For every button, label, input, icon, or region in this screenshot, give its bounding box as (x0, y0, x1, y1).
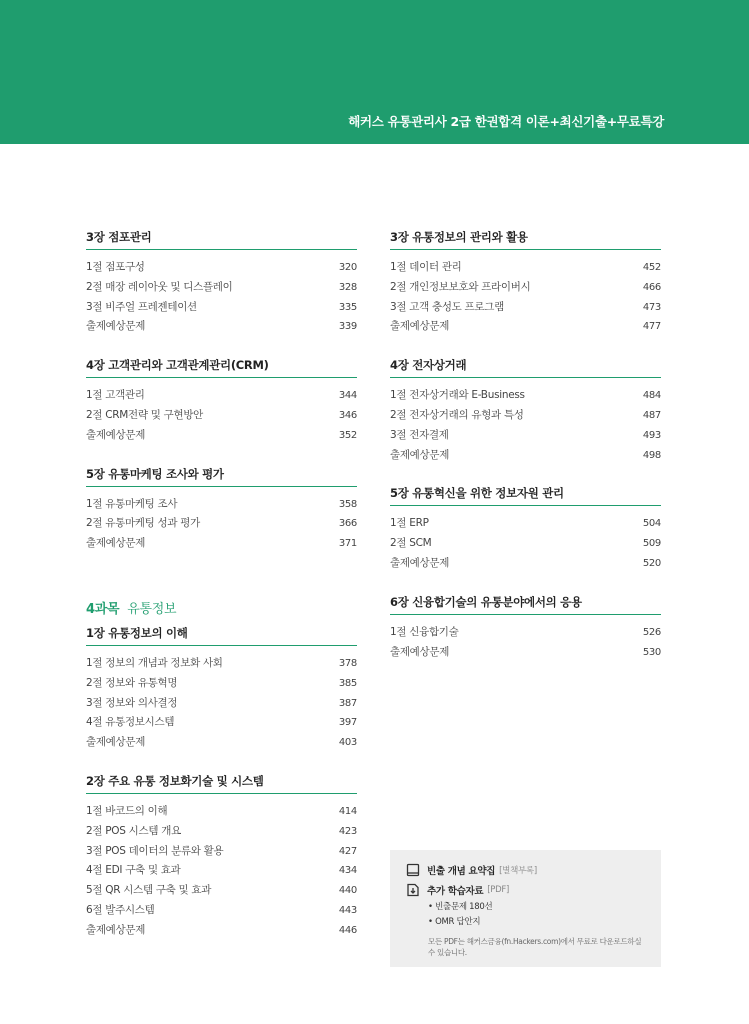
toc-entry (86, 733, 357, 753)
toc-entry (86, 713, 357, 733)
toc-entry (86, 298, 357, 318)
toc-entry (390, 554, 661, 574)
extra-tag: [PDF] (487, 885, 509, 895)
supplement-box (390, 850, 661, 967)
entry-page: 509 (642, 538, 661, 550)
entry-page: 484 (642, 390, 661, 402)
entry-label: 출제예상문제 (390, 556, 450, 569)
entry-page: 403 (338, 737, 357, 749)
book-title: 해커스 유통관리사 2급 한권합격 이론+최신기출+무료특강 (348, 114, 664, 129)
toc-entry (390, 534, 661, 554)
entry-page: 387 (338, 697, 357, 709)
entry-label: 6절 발주시스템 (86, 903, 155, 916)
toc-entry (390, 298, 661, 318)
entry-label: 5절 QR 시스템 구축 및 효과 (86, 884, 212, 897)
entry-page: 320 (338, 262, 357, 273)
toc-entry (390, 317, 661, 337)
entry-page: 498 (642, 449, 661, 461)
entry-page: 335 (338, 301, 357, 313)
entry-label: 2절 유통마케팅 성과 평가 (86, 517, 200, 530)
entry-page: 423 (338, 825, 357, 837)
subject-heading (86, 598, 357, 617)
entry-label: 2절 CRM전략 및 구현방안 (86, 408, 204, 421)
chapter-title: 5장 유통마케팅 조사와 평가 (86, 466, 357, 487)
entry-page: 530 (642, 646, 661, 658)
toc-entry (86, 802, 357, 822)
entry-page: 504 (642, 518, 661, 530)
chapter-title: 6장 신융합기술의 유통분야에서의 응용 (390, 594, 661, 615)
download-document-icon (406, 883, 420, 897)
entry-page: 427 (338, 845, 357, 857)
chapter-title: 5장 유통혁신을 위한 정보자원 관리 (390, 485, 661, 506)
entry-page: 366 (338, 518, 357, 530)
chapter-title: 4장 고객관리와 고객관계관리(CRM) (86, 357, 357, 378)
entry-page: 452 (642, 262, 661, 273)
entry-page: 328 (338, 281, 357, 293)
toc-entry (86, 317, 357, 337)
toc-entry (86, 426, 357, 446)
entry-page: 414 (338, 805, 357, 817)
chapter-section (86, 357, 357, 445)
entry-label: 1절 전자상거래와 E-Business (390, 389, 525, 402)
entry-page: 339 (338, 321, 357, 333)
toc-entry (86, 861, 357, 881)
entry-page: 487 (642, 409, 661, 421)
toc-entry (390, 446, 661, 466)
entry-label: 3절 정보와 의사결정 (86, 696, 178, 709)
toc-entry (86, 674, 357, 694)
entry-page: 397 (338, 717, 357, 729)
toc-entry (86, 921, 357, 941)
entry-page: 358 (338, 498, 357, 510)
entry-page: 520 (642, 557, 661, 569)
toc-entry (390, 643, 661, 663)
entry-label: 3절 POS 데이터의 분류와 활용 (86, 844, 224, 857)
entry-label: 출제예상문제 (86, 320, 146, 333)
entry-page: 378 (338, 657, 357, 669)
entry-label: 출제예상문제 (86, 736, 146, 749)
entry-label: 3절 전자결제 (390, 428, 449, 441)
entry-label: 2절 개인정보보호와 프라이버시 (390, 280, 531, 293)
chapter-section (86, 625, 357, 753)
chapter-section (390, 594, 661, 663)
book-icon (406, 863, 420, 877)
entry-label: 1절 ERP (390, 517, 429, 530)
entry-label: 출제예상문제 (86, 923, 146, 936)
supplement-label: 빈출 개념 요약집 (427, 866, 496, 877)
supplement-item-summary (406, 860, 645, 880)
entry-label: 3절 고객 충성도 프로그램 (390, 300, 504, 313)
toc-entry (86, 278, 357, 298)
supplement-tag: [별책부록] (499, 866, 537, 876)
entry-label: 2절 정보와 유통혁명 (86, 676, 178, 689)
toc-entry (390, 386, 661, 406)
entry-label: 3절 비주얼 프레젠테이션 (86, 300, 197, 313)
left-column (86, 229, 357, 961)
supplement-item-extra (406, 880, 645, 900)
chapter-section (390, 485, 661, 573)
chapter-section (86, 773, 357, 941)
toc-entry (86, 406, 357, 426)
toc-entry (390, 258, 661, 278)
subject-number: 4과목 (86, 601, 120, 617)
entry-page: 385 (338, 677, 357, 689)
chapter-title: 1장 유통정보의 이해 (86, 625, 357, 646)
entry-page: 526 (642, 626, 661, 638)
subject-name: 유통정보 (127, 601, 177, 617)
entry-label: 출제예상문제 (390, 320, 450, 333)
entry-label: 1절 고객관리 (86, 389, 145, 402)
entry-label: 출제예상문제 (390, 448, 450, 461)
entry-page: 371 (338, 538, 357, 550)
toc-entry (390, 623, 661, 643)
entry-label: 1절 정보의 개념과 정보화 사회 (86, 656, 223, 669)
extra-label: 추가 학습자료 (427, 886, 484, 897)
toc-entry (86, 258, 357, 278)
chapter-section (86, 229, 357, 337)
chapter-section (390, 357, 661, 465)
entry-page: 466 (642, 281, 661, 293)
entry-label: 2절 POS 시스템 개요 (86, 824, 181, 837)
entry-label: 4절 EDI 구축 및 효과 (86, 864, 181, 877)
toc-entry (86, 534, 357, 554)
header-banner (0, 0, 749, 144)
entry-page: 477 (642, 321, 661, 333)
entry-label: 4절 유통정보시스템 (86, 716, 175, 729)
toc-entry (86, 822, 357, 842)
entry-page: 440 (338, 885, 357, 897)
entry-page: 352 (338, 429, 357, 441)
chapter-title: 3장 유통정보의 관리와 활용 (390, 229, 661, 250)
bullet-item: • OMR 답안지 (428, 917, 481, 927)
entry-page: 434 (338, 865, 357, 877)
entry-page: 473 (642, 301, 661, 313)
toc-entry (390, 278, 661, 298)
toc-entry (86, 842, 357, 862)
entry-label: 2절 매장 레이아웃 및 디스플레이 (86, 280, 233, 293)
toc-entry (86, 514, 357, 534)
entry-label: 2절 SCM (390, 537, 432, 550)
entry-label: 1절 바코드의 이해 (86, 804, 168, 817)
entry-label: 출제예상문제 (86, 428, 146, 441)
entry-label: 1절 데이터 관리 (390, 261, 462, 273)
entry-page: 344 (338, 390, 357, 402)
entry-label: 1절 유통마케팅 조사 (86, 497, 178, 510)
entry-page: 346 (338, 409, 357, 421)
toc-entry (390, 514, 661, 534)
toc-entry (390, 406, 661, 426)
download-note: 모든 PDF는 해커스금융(fn.Hackers.com)에서 무료로 다운로드하실 수 있습니다. (428, 937, 642, 957)
toc-entry (86, 694, 357, 714)
chapter-title: 4장 전자상거래 (390, 357, 661, 378)
entry-label: 출제예상문제 (86, 537, 146, 550)
toc-entry (86, 654, 357, 674)
toc-entry (86, 901, 357, 921)
chapter-title: 2장 주요 유통 정보화기술 및 시스템 (86, 773, 357, 794)
toc-entry (86, 386, 357, 406)
entry-label: 출제예상문제 (390, 645, 450, 658)
entry-page: 493 (642, 429, 661, 441)
entry-label: 2절 전자상거래의 유형과 특성 (390, 408, 524, 421)
chapter-section (86, 466, 357, 554)
entry-page: 443 (338, 904, 357, 916)
right-column (390, 229, 661, 682)
entry-page: 446 (338, 924, 357, 936)
entry-label: 1절 신융합기술 (390, 625, 459, 638)
chapter-section (390, 229, 661, 337)
bullet-item: • 빈출문제 180선 (428, 902, 493, 912)
toc-entry (86, 881, 357, 901)
entry-label: 1절 점포구성 (86, 261, 145, 273)
toc-entry (86, 495, 357, 515)
chapter-title: 3장 점포관리 (86, 229, 357, 250)
toc-entry (390, 426, 661, 446)
